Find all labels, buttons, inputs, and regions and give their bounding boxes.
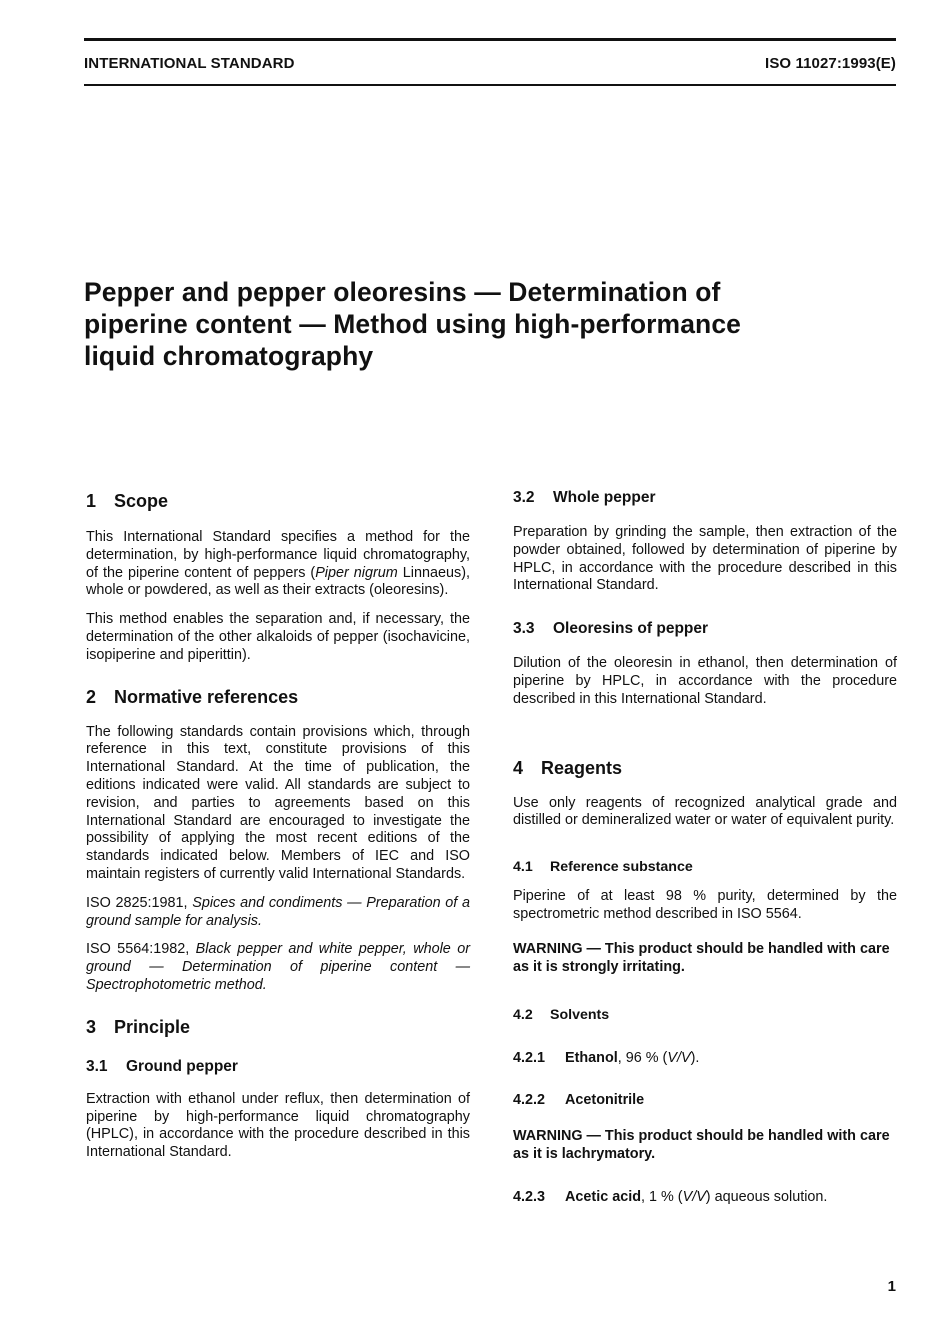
page-number: 1 xyxy=(887,1278,896,1295)
reference-iso-5564 xyxy=(86,941,470,994)
species-name: Piper nigrum xyxy=(315,564,398,581)
section-4-heading xyxy=(513,757,897,779)
subsection-number: 3.3 xyxy=(513,620,535,638)
section-1-heading xyxy=(86,490,470,512)
item-number: 4.2.2 xyxy=(513,1092,546,1109)
subsection-title: Reference substance xyxy=(550,859,693,876)
subsection-3-3-heading xyxy=(513,619,897,638)
text-run: , 96 % ( xyxy=(617,1050,668,1067)
text-run: ). xyxy=(690,1050,700,1067)
oleoresins-paragraph: Dilution of the oleoresin in ethanol, then determination of piperine by HPLC, in accordance with the procedure described in this International Standard. xyxy=(513,655,897,707)
header-document-type: INTERNATIONAL STANDARD xyxy=(84,55,295,72)
reagent-name: Ethanol xyxy=(565,1050,618,1067)
reference-title: Black pepper and white pepper, whole or ground — Determination of piperine content — Spectrophotometric method. xyxy=(86,941,470,993)
section-title: Reagents xyxy=(541,757,623,778)
subsection-number: 3.1 xyxy=(86,1057,108,1075)
subsection-title: Solvents xyxy=(550,1007,610,1024)
header-rule-top xyxy=(84,38,896,41)
reagents-paragraph: Use only reagents of recognized analytical grade and distilled or demineralized water or water of equivalent purity. xyxy=(513,794,897,829)
subsection-number: 4.2 xyxy=(513,1007,533,1024)
subsection-3-1-heading xyxy=(86,1057,470,1076)
title-line-3: liquid chromatography xyxy=(84,341,374,371)
section-number: 3 xyxy=(86,1016,97,1037)
title-line-2: piperine content — Method using high-performance xyxy=(84,309,742,339)
item-4-2-2-acetonitrile xyxy=(513,1092,897,1110)
item-4-2-1-ethanol xyxy=(513,1050,897,1068)
warning-irritating: WARNING — This product should be handled with care as it is strongly irritating. xyxy=(513,940,890,975)
text-run: Linnaeus), whole or powdered, as well as their extracts (oleoresins). xyxy=(86,564,470,599)
document-title xyxy=(84,276,884,372)
scope-paragraph-1 xyxy=(86,529,470,600)
reference-iso-2825 xyxy=(86,895,470,931)
reagent-name: Acetic acid xyxy=(565,1188,641,1205)
section-number: 1 xyxy=(86,491,97,511)
reagent-name: Acetonitrile xyxy=(565,1092,645,1109)
normative-references-paragraph: The following standards contain provisions which, through reference in this text, constitute provisions of this International Standard. At the time of publication, the editions indicated were valid. All standards are subject to revision, and parties to agreements based on this International Standard are encouraged to investigate the possibility of applying the most recent editions of the standards indicated below. Members of IEC and ISO maintain registers of currently valid International Standards. xyxy=(86,723,470,882)
item-number: 4.2.3 xyxy=(513,1188,546,1205)
section-title: Scope xyxy=(114,491,169,511)
subsection-title: Oleoresins of pepper xyxy=(553,620,709,638)
right-column xyxy=(513,488,897,1206)
subsection-4-2-heading xyxy=(513,1006,897,1024)
section-number: 4 xyxy=(513,757,524,778)
reference-substance-paragraph: Piperine of at least 98 % purity, determined by the spectrometric method described in ISO 5564. xyxy=(513,888,897,922)
reference-title: Spices and condiments — Preparation of a ground sample for analysis. xyxy=(86,894,471,929)
section-title: Principle xyxy=(114,1016,191,1037)
item-4-2-3-acetic-acid xyxy=(513,1189,897,1207)
subsection-number: 3.2 xyxy=(513,489,535,506)
ground-pepper-paragraph: Extraction with ethanol under reflux, then determination of piperine by high-performance liquid chromatography (HPLC), in accordance with the procedure described in this International Standard. xyxy=(86,1090,470,1161)
subsection-3-2-heading xyxy=(513,488,897,507)
text-run: , 1 % ( xyxy=(641,1188,683,1205)
section-title: Normative references xyxy=(114,686,299,707)
left-column xyxy=(86,488,470,1162)
unit-ratio: V/V xyxy=(667,1050,691,1067)
item-number: 4.2.1 xyxy=(513,1050,546,1067)
subsection-4-1-heading xyxy=(513,858,897,876)
section-number: 2 xyxy=(86,686,97,707)
text-run: ) aqueous solution. xyxy=(705,1188,828,1205)
unit-ratio: V/V xyxy=(682,1188,706,1205)
reference-code: ISO 2825:1981, xyxy=(86,894,193,911)
scope-paragraph-2: This method enables the separation and, if necessary, the determination of the other alkaloids of pepper (isochavicine, isopiperine and piperittin). xyxy=(86,611,470,663)
subsection-title: Whole pepper xyxy=(553,489,656,506)
warning-lachrymatory: WARNING — This product should be handled with care as it is lachrymatory. xyxy=(513,1127,890,1162)
header-rule-bottom xyxy=(84,84,896,86)
reference-code: ISO 5564:1982, xyxy=(86,941,196,958)
subsection-number: 4.1 xyxy=(513,859,533,876)
section-3-heading xyxy=(86,1016,470,1038)
title-line-1: Pepper and pepper oleoresins — Determination of xyxy=(84,277,721,307)
section-2-heading xyxy=(86,686,470,708)
subsection-title: Ground pepper xyxy=(126,1057,238,1075)
text-run: This International Standard specifies a method for the determination, by high-performance liquid chromatography, of the piperine content of peppers ( xyxy=(86,529,470,581)
whole-pepper-paragraph: Preparation by grinding the sample, then extraction of the powder obtained, followed by determination of piperine by HPLC, in accordance with the procedure described in this International Standard. xyxy=(513,524,897,594)
header-standard-number: ISO 11027:1993(E) xyxy=(765,55,896,72)
